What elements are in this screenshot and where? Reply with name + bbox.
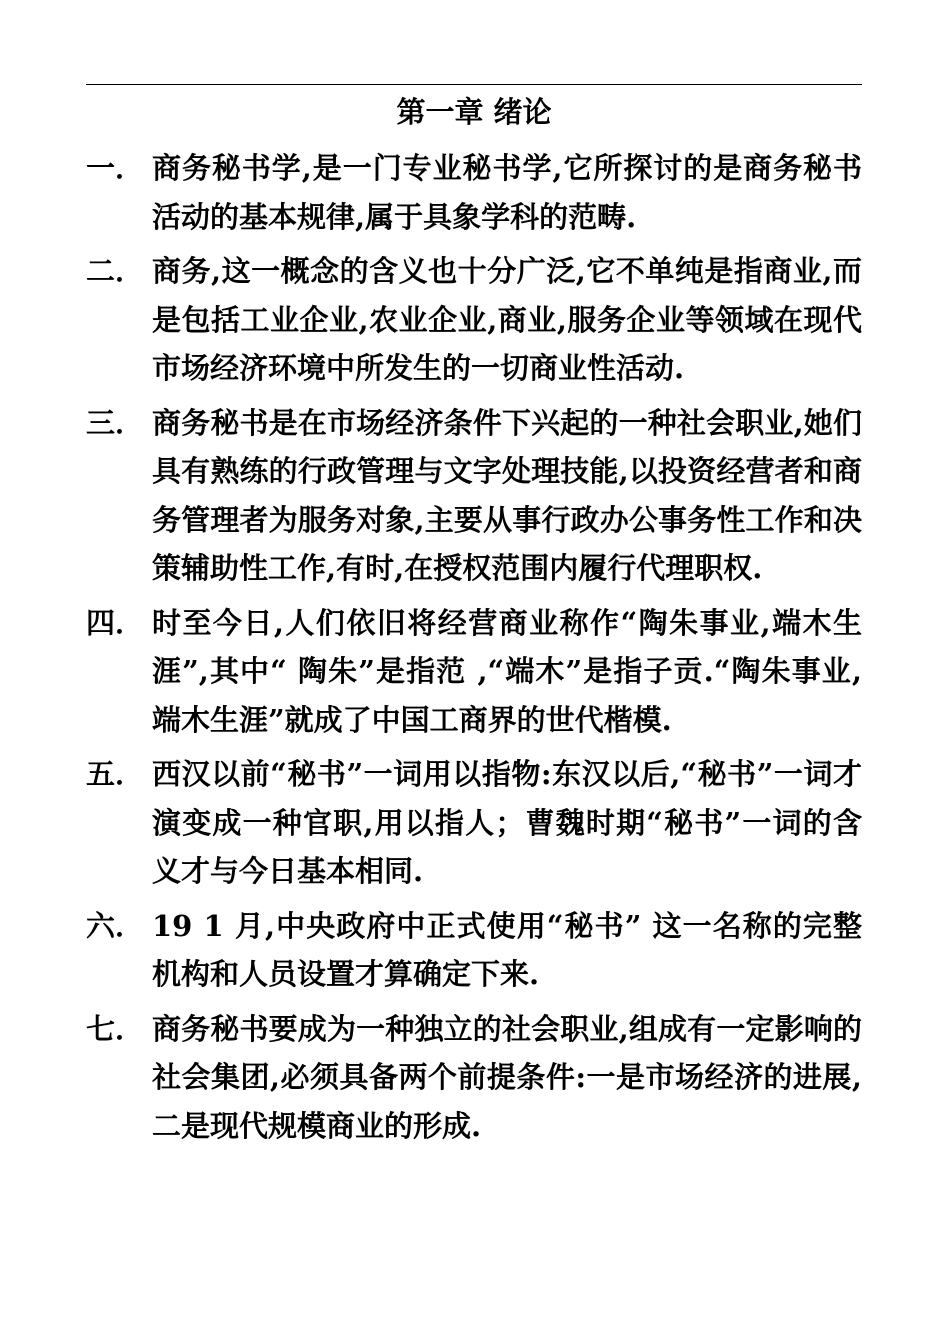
item-number: 一． bbox=[86, 151, 145, 185]
list-item bbox=[86, 1005, 862, 1151]
item-text: 商务秘书是在市场经济条件下兴起的一种社会职业,她们具有熟练的行政管理与文字处理技能,以投资经营者和商务管理者为服务对象,主要从事行政办公事务性工作和决策辅助性工作,有时,在授权范围内履行代理职权. bbox=[152, 405, 862, 585]
item-text: 商务,这一概念的含义也十分广泛,它不单纯是指商业,而是包括工业企业,农业企业,商业,服务企业等领域在现代市场经济环境中所发生的一切商业性活动. bbox=[152, 254, 862, 385]
list-item bbox=[86, 144, 862, 241]
item-text: 19 1 月,中央政府中正式使用“秘书” 这一名称的完整机构和人员设置才算确定下来. bbox=[152, 908, 862, 991]
item-number: 四． bbox=[86, 605, 145, 640]
list-item bbox=[86, 902, 862, 999]
list-item bbox=[86, 399, 862, 593]
item-text: 商务秘书要成为一种独立的社会职业,组成有一定影响的社会集团,必须具备两个前提条件:一是市场经济的进展,二是现代规模商业的形成. bbox=[152, 1011, 862, 1143]
item-number: 六． bbox=[86, 908, 145, 943]
numbered-list bbox=[86, 144, 862, 1156]
list-item bbox=[86, 599, 862, 745]
item-number: 五． bbox=[86, 757, 145, 791]
list-item bbox=[86, 750, 862, 896]
item-text: 西汉以前“秘书”一词用以指物:东汉以后,“秘书”一词才演变成一种官职,用以指人；曹魏时期“秘书”一词的含义才与今日基本相同. bbox=[152, 757, 862, 888]
item-text: 商务秘书学,是一门专业秘书学,它所探讨的是商务秘书活动的基本规律,属于具象学科的范畴. bbox=[152, 151, 862, 234]
item-text: 时至今日,人们依旧将经营商业称作“陶朱事业,端木生涯”,其中“ 陶朱”是指范 ,“端木”是指子贡.“陶朱事业,端木生涯”就成了中国工商界的世代楷模. bbox=[152, 605, 862, 737]
item-number: 二． bbox=[86, 254, 145, 288]
item-number: 七． bbox=[86, 1011, 145, 1046]
list-item bbox=[86, 247, 862, 393]
header-rule bbox=[86, 84, 862, 85]
chapter-title: 第一章 绪论 bbox=[396, 95, 552, 129]
item-number: 三． bbox=[86, 405, 145, 440]
